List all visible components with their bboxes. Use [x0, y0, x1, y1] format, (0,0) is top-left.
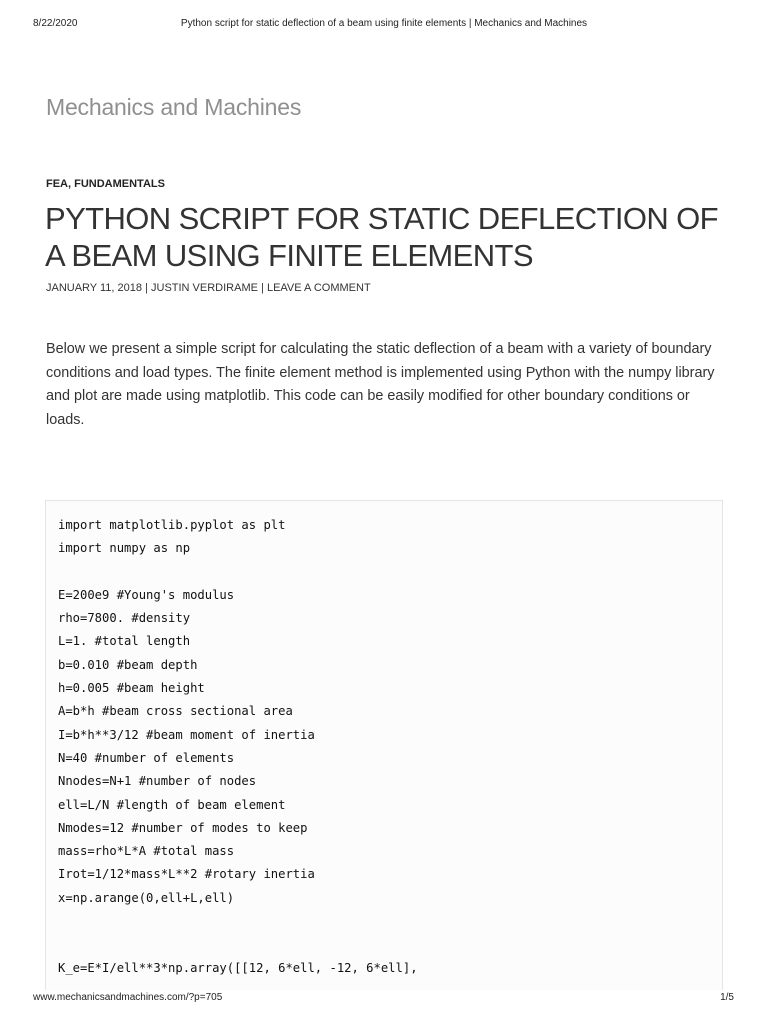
code-line: I=b*h**3/12 #beam moment of inertia [58, 727, 315, 742]
code-line: E=200e9 #Young's modulus [58, 587, 235, 602]
code-line: import numpy as np [58, 541, 191, 556]
leave-comment-link[interactable]: LEAVE A COMMENT [266, 282, 371, 294]
post-title: PYTHON SCRIPT FOR STATIC DEFLECTION OF A BEAM USING FINITE ELEMENTS [45, 201, 719, 273]
code-line [58, 933, 418, 956]
print-page-title: Python script for static deflection of a beam using finite elements | Mechanics and Machines [180, 18, 588, 29]
code-line: rho=7800. #density [58, 611, 191, 626]
print-date: 8/22/2020 [33, 18, 78, 29]
code-line: ell=L/N #length of beam element [58, 797, 286, 812]
code-line: x=np.arange(0,ell+L,ell) [58, 890, 235, 905]
site-title-link[interactable]: Mechanics and Machines [46, 94, 302, 120]
print-url: www.mechanicsandmachines.com/?p=705 [33, 992, 223, 1003]
code-line: K_e=E*I/ell**3*np.array([[12, 6*ell, -12, 6*ell], [58, 960, 418, 975]
post-categories[interactable]: FEA, FUNDAMENTALS [46, 178, 165, 190]
code-line: import matplotlib.pyplot as plt [58, 518, 286, 532]
code-line: mass=rho*L*A #total mass [58, 844, 235, 859]
code-line: N=40 #number of elements [58, 750, 235, 765]
code-line [58, 910, 418, 933]
code-line: Irot=1/12*mass*L**2 #rotary inertia [58, 867, 315, 882]
code-line: A=b*h #beam cross sectional area [58, 704, 293, 719]
post-meta [46, 282, 371, 294]
post-date-link[interactable]: JANUARY 11, 2018 [46, 282, 143, 294]
meta-separator: | [145, 282, 148, 294]
intro-paragraph: Below we present a simple script for calculating the static deflection of a beam with a variety of boundary conditions and load types. The finite element method is implemented using Python with the numpy library and plot are made using matplotlib. This code can be easily modified for other boundary conditions or loads. [46, 341, 715, 428]
post-author-link[interactable]: JUSTIN VERDIRAME [151, 282, 258, 294]
print-page-number: 1/5 [720, 992, 734, 1003]
code-block [45, 500, 723, 990]
code-line: Nmodes=12 #number of modes to keep [58, 820, 308, 835]
code-line [58, 561, 418, 584]
code-line: h=0.005 #beam height [58, 681, 205, 696]
code-line: b=0.010 #beam depth [58, 657, 198, 672]
code-line: L=1. #total length [58, 634, 191, 649]
print-footer [0, 992, 768, 1006]
code-lines [58, 514, 418, 980]
code-line: Nnodes=N+1 #number of nodes [58, 774, 257, 789]
meta-separator: | [261, 282, 264, 294]
print-header [0, 18, 768, 32]
